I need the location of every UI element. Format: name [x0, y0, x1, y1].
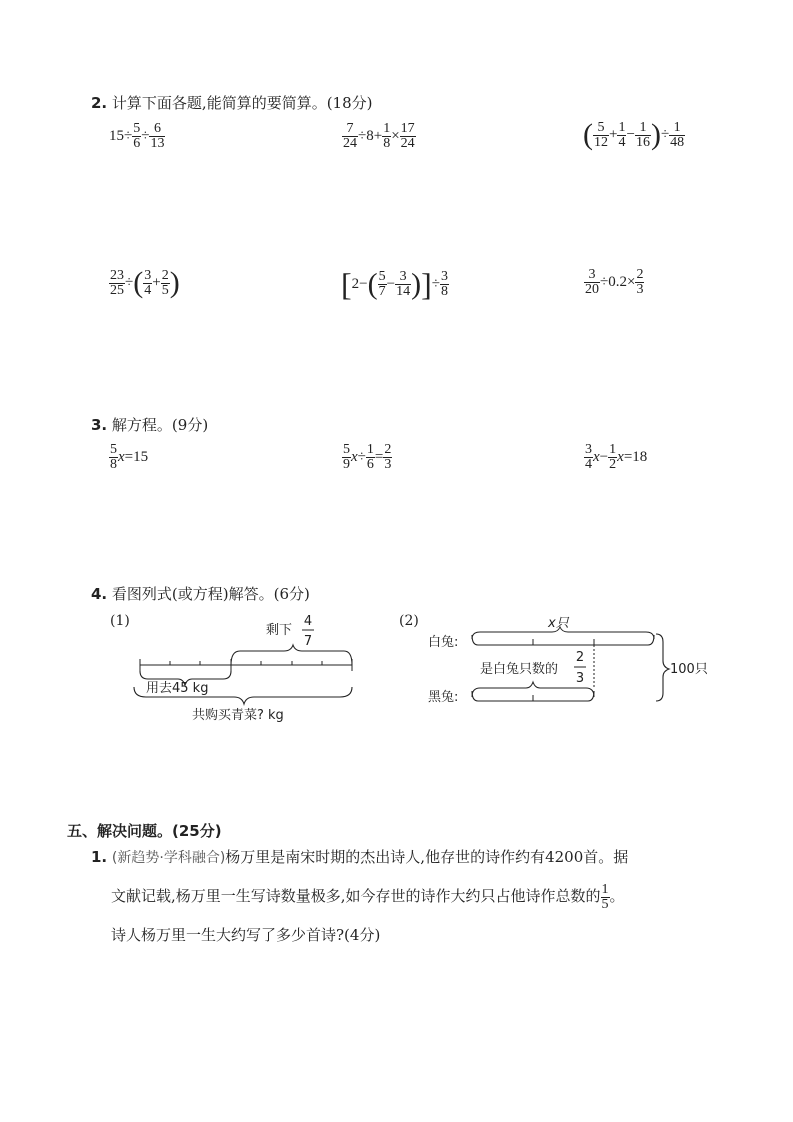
fig2-diagram — [420, 605, 720, 710]
fig2-note: 是白兔只数的 — [480, 662, 559, 677]
fig2-x-label: x只 — [548, 616, 569, 631]
fig1-remain-num: 4 — [303, 614, 313, 629]
problem-1-text-2: 文献记载,杨万里一生写诗数量极多,如今存世的诗作大约只占他诗作总数的 — [111, 887, 601, 905]
q4-title — [91, 583, 310, 604]
q3-number: 3. — [91, 416, 108, 434]
fig1-diagram — [130, 605, 370, 725]
problem-1-line-1 — [91, 840, 628, 875]
q2-item-5: [2−( $\frac{5}{7}$ − $\frac{3}{14}$ )]÷ $\frac{3}{8}$ — [341, 266, 448, 302]
q2-item-4: $\frac{23}{25}$ ÷( $\frac{3}{4}$ + $\frac{2}{5}$ ) — [110, 266, 180, 299]
problem-1-frac-den: 5 — [601, 896, 609, 912]
fig2-label: (2) — [399, 613, 419, 629]
fig2-black-label: 黑兔: — [428, 690, 459, 705]
q3-item-1: $\frac{5}{8}$ x=15 — [110, 442, 149, 472]
q2-item-3: ( $\frac{5}{12}$ + $\frac{1}{4}$ − $\frac{1}{16}$ )÷ $\frac{1}{48}$ — [583, 118, 685, 151]
problem-1-line-2 — [111, 879, 625, 913]
q2-item-1: 15÷ $\frac{5}{6}$ ÷ $\frac{6}{13}$ — [109, 121, 165, 151]
fig1-label: (1) — [110, 613, 130, 629]
fig2-white-label: 白兔: — [428, 635, 459, 650]
fig1-total-label: 共购买青菜? kg — [192, 708, 284, 723]
q4-number: 4. — [91, 585, 108, 603]
fig2-total-label: 100只 — [670, 662, 708, 677]
q3-title — [91, 414, 208, 435]
q2-item-2: $\frac{7}{24}$ ÷8+ $\frac{1}{8}$ × $\frac{17}{24}$ — [343, 121, 415, 151]
q2-title — [91, 92, 372, 113]
problem-1-text-1: 杨万里是南宋时期的杰出诗人,他存世的诗作约有4200首。据 — [225, 848, 629, 866]
problem-1-tag: (新趋势·学科融合) — [111, 850, 226, 866]
fig1-remain-den: 7 — [303, 634, 313, 649]
problem-1-line-3: 诗人杨万里一生大约写了多少首诗?(4分) — [111, 926, 381, 944]
fig2-note-den: 3 — [575, 671, 585, 686]
section-5-title: 五、解决问题。(25分) — [67, 822, 222, 840]
fig2-note-num: 2 — [575, 650, 585, 665]
fig1-remain-label: 剩下 — [266, 623, 293, 638]
q2-item-6: $\frac{3}{20}$ ÷0.2× $\frac{2}{3}$ — [585, 267, 644, 297]
problem-1-frac-num: 1 — [601, 881, 609, 897]
q2-title-text: 计算下面各题,能简算的要简算。(18分) — [111, 94, 373, 112]
problem-1-number: 1. — [91, 848, 108, 866]
q3-title-text: 解方程。(9分) — [111, 416, 209, 434]
q4-title-text: 看图列式(或方程)解答。(6分) — [111, 585, 310, 603]
q2-number: 2. — [91, 94, 108, 112]
fig1-used-label: 用去45 kg — [146, 681, 209, 696]
q3-item-2: $\frac{5}{9}$ x÷ $\frac{1}{6}$ = $\frac{2}{3}$ — [343, 442, 392, 472]
q3-item-3: $\frac{3}{4}$ x− $\frac{1}{2}$ x=18 — [585, 442, 648, 472]
problem-1-text-2-end: 。 — [609, 887, 625, 905]
